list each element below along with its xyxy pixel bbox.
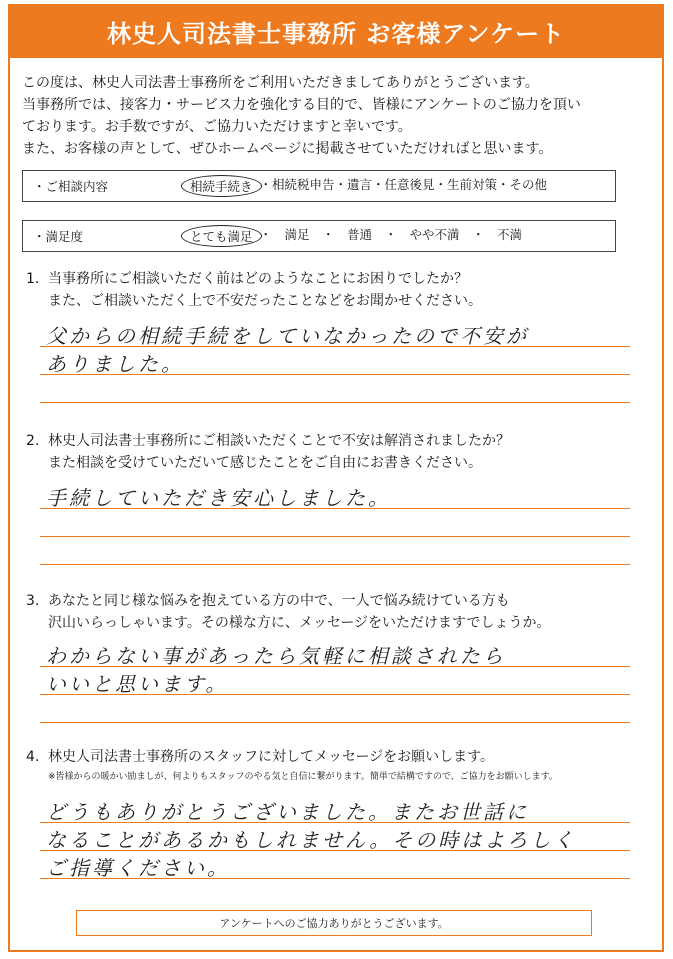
handwritten-answer: 手続していただき安心しました。 <box>46 486 391 510</box>
question-number: 1. <box>26 271 40 287</box>
intro-line: ております。お手数ですが、ご協力いただけますと幸いです。 <box>22 119 412 135</box>
question-note: ※皆様からの暖かい励ましが、何よりもスタッフのやる気と自信に繋がります。簡単で結構ですので、ご協力をお願いします。 <box>48 772 558 782</box>
consult-type-label: ・ご相談内容 <box>33 179 109 194</box>
question-3 <box>26 590 656 634</box>
question-1 <box>26 268 656 312</box>
handwritten-answer: わからない事があったら気軽に相談されたら <box>46 644 506 668</box>
question-text: また相談を受けていただいて感じたことをご自由にお書きください。 <box>48 455 482 471</box>
consult-option-selected[interactable]: 相続手続き <box>181 175 262 197</box>
answer-rule <box>40 722 630 723</box>
answer-rule <box>40 536 630 537</box>
intro-line: 当事務所では、接客力・サービス力を強化する目的で、皆様にアンケートのご協力を頂い <box>22 97 581 113</box>
handwritten-answer: なることがあるかもしれません。その時はよろしく <box>46 828 577 852</box>
consult-type-box <box>22 170 616 202</box>
intro-line: また、お客様の声として、ぜひホームページに掲載させていただければと思います。 <box>22 141 553 157</box>
footer-thanks: アンケートへのご協力ありがとうございます。 <box>76 910 592 936</box>
question-text: 沢山いらっしゃいます。その様な方に、メッセージをいただけますでしょうか。 <box>48 615 551 631</box>
satisfaction-label: ・満足度 <box>33 229 84 244</box>
intro-text <box>22 72 652 160</box>
question-text: 林史人司法書士事務所のスタッフに対してメッセージをお願いします。 <box>48 749 495 765</box>
question-text: あなたと同じ様な悩みを抱えている方の中で、一人で悩み続けている方も <box>48 593 510 609</box>
handwritten-answer: いいと思います。 <box>46 672 229 696</box>
handwritten-answer: どうもありがとうございました。またお世話に <box>46 800 529 824</box>
question-4 <box>26 746 656 784</box>
question-text: 当事務所にご相談いただく前はどのようなことにお困りでしたか？ <box>48 271 468 287</box>
page-title: 林史人司法書士事務所 お客様アンケート <box>8 4 664 58</box>
question-number: 2. <box>26 433 40 449</box>
handwritten-answer: 父からの相続手続をしていなかったので不安が <box>46 324 529 348</box>
answer-rule <box>40 564 630 565</box>
consult-option[interactable]: ・相続税申告・遺言・任意後見・生前対策・その他 <box>259 177 548 192</box>
handwritten-answer: ありました。 <box>46 352 184 376</box>
question-text: また、ご相談いただく上で不安だったことなどをお聞かせください。 <box>48 293 482 309</box>
question-2 <box>26 430 656 474</box>
satisfaction-box <box>22 220 616 252</box>
question-number: 3. <box>26 593 40 609</box>
answer-rule <box>40 402 630 403</box>
satisfaction-option[interactable]: ・ 満足 ・ 普通 ・ やや不満 ・ 不満 <box>259 227 523 242</box>
question-text: 林史人司法書士事務所にご相談いただくことで不安は解消されましたか？ <box>48 433 510 449</box>
intro-line: この度は、林史人司法書士事務所をご利用いただきましてありがとうございます。 <box>22 75 539 91</box>
question-number: 4. <box>26 749 40 765</box>
satisfaction-option-selected[interactable]: とても満足 <box>181 225 262 247</box>
handwritten-answer: ご指導ください。 <box>46 856 230 880</box>
